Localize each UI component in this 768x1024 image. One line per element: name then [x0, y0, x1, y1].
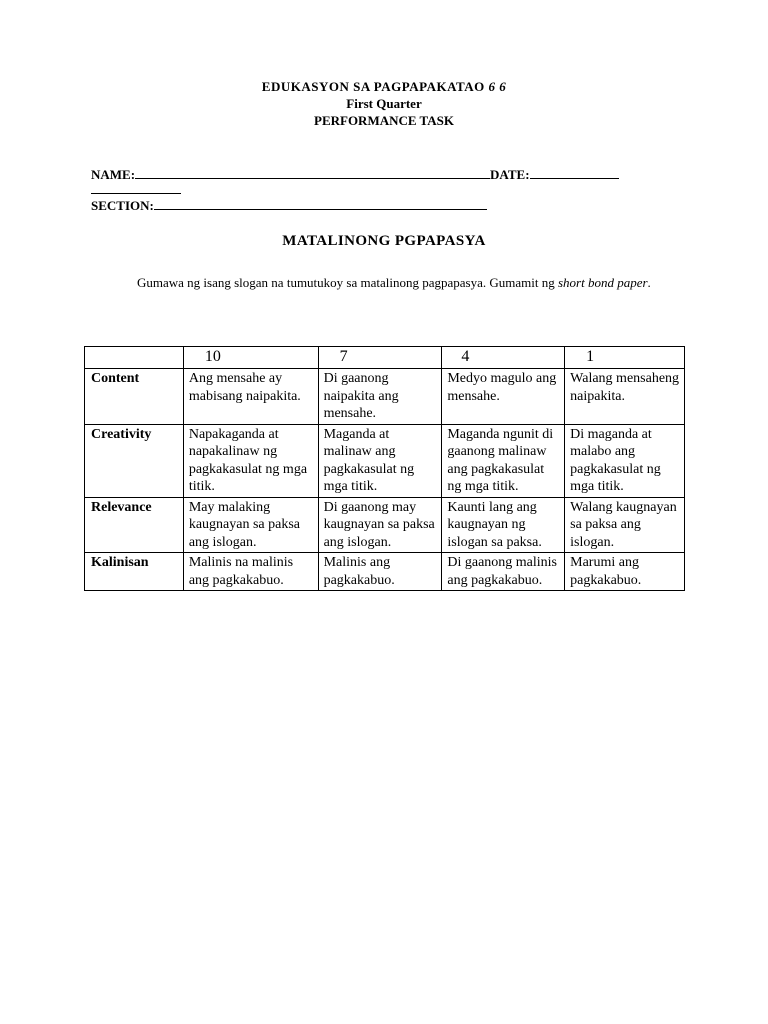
date-continuation-row — [91, 181, 181, 198]
instructions-paragraph — [91, 274, 677, 291]
rubric-cell: Malinis ang pagkakabuo. — [318, 553, 442, 591]
score-header-cell — [318, 347, 442, 369]
criterion-label: Kalinisan — [85, 553, 184, 591]
rubric-cell: Maganda at malinaw ang pagkakasulat ng mga titik. — [318, 424, 442, 497]
rubric-row — [85, 497, 685, 553]
rubric-row — [85, 369, 685, 425]
instructions-material: short bond paper — [557, 275, 648, 290]
score-label: 7 — [339, 348, 348, 365]
task-title: MATALINONG PGPAPASYA — [282, 233, 486, 249]
quarter-label: First Quarter — [346, 96, 422, 111]
rubric-cell: May malaking kaugnayan sa paksa ang islogan. — [183, 497, 318, 553]
rubric-cell: Di gaanong naipakita ang mensahe. — [318, 369, 442, 425]
criterion-label: Content — [85, 369, 184, 425]
score-header-cell — [565, 347, 685, 369]
subject-name: EDUKASYON SA PAGPAPAKATAO — [261, 79, 489, 94]
score-header-cell — [183, 347, 318, 369]
score-header-cell — [442, 347, 565, 369]
rubric-cell: Walang mensaheng naipakita. — [565, 369, 685, 425]
rubric-cell: Malinis na malinis ang pagkakabuo. — [183, 553, 318, 591]
score-label: 10 — [204, 348, 221, 365]
rubric-cell: Di maganda at malabo ang pagkakasulat ng mga titik. — [565, 424, 685, 497]
section-blank — [154, 197, 487, 210]
rubric-cell: Di gaanong malinis ang pagkakabuo. — [442, 553, 565, 591]
rubric-table — [84, 346, 685, 591]
instructions-text: Gumawa ng isang slogan na tumutukoy sa matalinong pagpapasya. Gumamit ng — [137, 275, 558, 290]
rubric-row — [85, 553, 685, 591]
task-label: PERFORMANCE TASK — [314, 113, 454, 128]
rubric-cell: Kaunti lang ang kaugnayan ng islogan sa paksa. — [442, 497, 565, 553]
name-label: NAME: — [91, 167, 136, 182]
rubric-row — [85, 424, 685, 497]
rubric-cell: Marumi ang pagkakabuo. — [565, 553, 685, 591]
grade-number: 6 6 — [488, 79, 507, 94]
rubric-corner-cell — [85, 347, 184, 369]
rubric-cell: Di gaanong may kaugnayan sa paksa ang islogan. — [318, 497, 442, 553]
score-label: 1 — [586, 348, 595, 365]
subject-title — [0, 78, 768, 95]
criterion-label: Relevance — [85, 497, 184, 553]
section-label: SECTION: — [91, 198, 154, 213]
date-blank — [530, 166, 619, 179]
rubric-cell: Napakaganda at napakalinaw ng pagkakasulat ng mga titik. — [183, 424, 318, 497]
rubric-cell: Maganda ngunit di gaanong malinaw ang pagkakasulat ng mga titik. — [442, 424, 565, 497]
document-header — [0, 78, 768, 129]
rubric-cell: Walang kaugnayan sa paksa ang islogan. — [565, 497, 685, 553]
rubric-header-row — [85, 347, 685, 369]
rubric-cell: Medyo magulo ang mensahe. — [442, 369, 565, 425]
score-label: 4 — [461, 348, 470, 365]
rubric-cell: Ang mensahe ay mabisang naipakita. — [183, 369, 318, 425]
name-blank — [135, 166, 490, 179]
instructions-end: . — [647, 275, 651, 290]
section-row — [91, 197, 487, 214]
date-blank-continued — [91, 181, 181, 194]
date-label: DATE: — [490, 167, 530, 182]
criterion-label: Creativity — [85, 424, 184, 497]
